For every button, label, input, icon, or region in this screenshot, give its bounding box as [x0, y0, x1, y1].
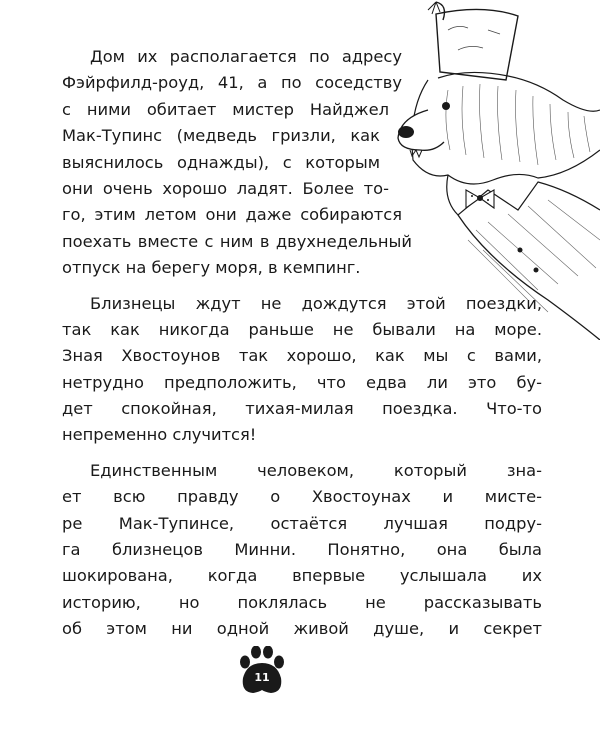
- text-line: историю, но поклялась не рассказывать: [62, 592, 542, 612]
- page-number-badge: [237, 646, 287, 696]
- text-line: поехать вместе с ним в двухнедельный: [62, 231, 412, 251]
- text-line: с ними обитает мистер Найджел: [62, 99, 389, 119]
- text-line: выяснилось однажды), с которым: [62, 152, 380, 172]
- text-line: об этом ни одной живой душе, и секрет: [62, 619, 542, 639]
- text-line: ет всю правду о Хвостоунах и мисте-: [62, 487, 542, 507]
- text-line: Мак-Тупинс (медведь гризли, как: [62, 126, 380, 146]
- body-text: [62, 44, 542, 643]
- text-line: Фэйрфилд-роуд, 41, а по соседству: [62, 73, 402, 93]
- text-line: дет спокойная, тихая-милая поездка. Что-то: [62, 399, 542, 419]
- text-line: га близнецов Минни. Понятно, она была: [62, 540, 542, 560]
- text-line: они очень хорошо ладят. Более то-: [62, 178, 389, 198]
- text-line: отпуск на берегу моря, в кемпинг.: [62, 258, 361, 278]
- text-line: непременно случится!: [62, 425, 257, 445]
- text-line: Дом их располагается по адресу: [90, 47, 402, 66]
- text-line: нетрудно предположить, что едва ли это бу-: [62, 372, 542, 392]
- text-line: ре Мак-Тупинсе, остаётся лучшая подру-: [62, 513, 542, 533]
- page-number: 11: [254, 671, 270, 684]
- text-line: Единственным человеком, который зна-: [90, 460, 542, 480]
- text-line: Близнецы ждут не дождутся этой поездки,: [90, 293, 542, 313]
- text-line: так как никогда раньше не бывали на море.: [62, 319, 542, 339]
- text-line: Зная Хвостоунов так хорошо, как мы с вами,: [62, 346, 542, 366]
- text-line: го, этим летом они даже собираются: [62, 205, 402, 225]
- text-line: шокирована, когда впервые услышала их: [62, 566, 542, 586]
